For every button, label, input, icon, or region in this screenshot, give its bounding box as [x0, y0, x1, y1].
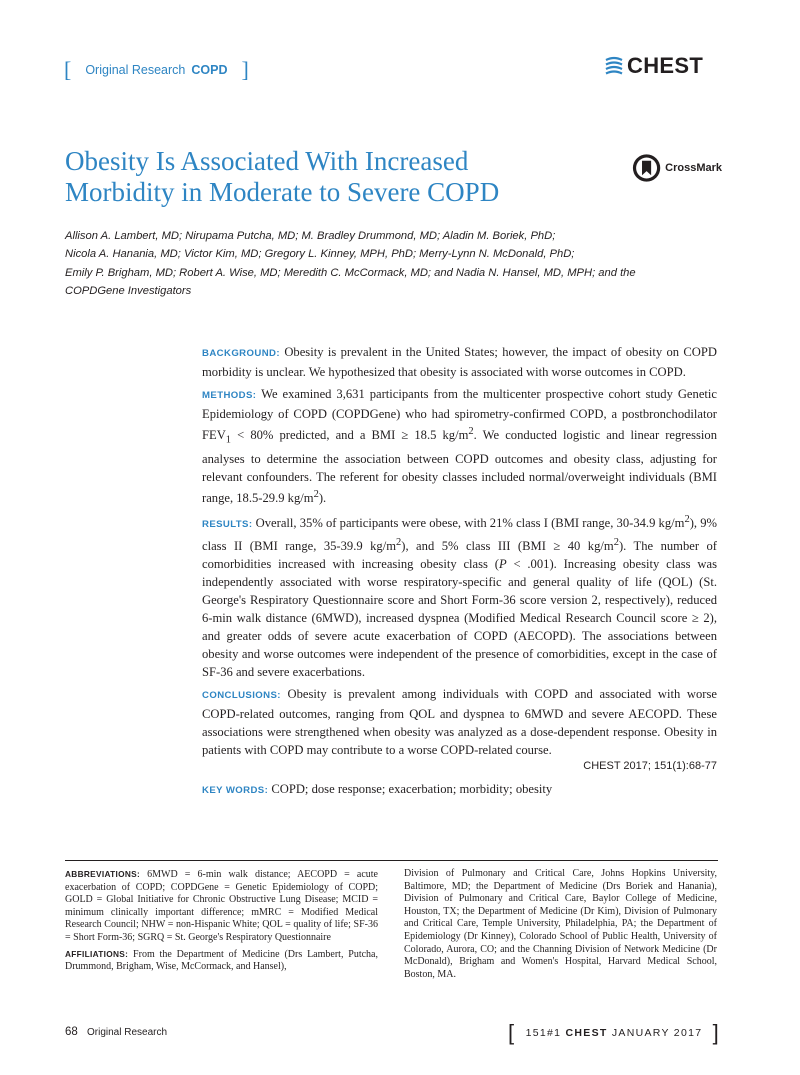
page-footer-left [65, 1026, 167, 1038]
results-superscript: 2 [396, 537, 402, 549]
results-text: ), 9% class II (BMI range, 35-39.9 kg/m [202, 516, 718, 554]
methods-text: < 80% predicted, and a BMI ≥ 18.5 kg/m [231, 428, 469, 443]
header-bracket-left: [ [64, 57, 72, 82]
methods-text: . We conducted logistic and linear regression analyses to determine the association between COPD outcomes and obesity class, adjusting for relevant confounders. The referent for obesity classes included normal/overweight individuals (BMI range, 18.5-29.9 kg/m [202, 428, 717, 505]
keywords-text: COPD; dose response; exacerbation; morbidity; obesity [271, 782, 553, 796]
author-line: COPDGene Investigators [65, 284, 192, 297]
background-text: Obesity is prevalent in the United States; however, the impact of obesity on COPD morbidity is unclear. We hypothesized that obesity is associated with worse outcomes in COPD. [202, 345, 717, 379]
footnote-divider [65, 860, 718, 861]
results-text: Overall, 35% of participants were obese, with 21% class I (BMI range, 30-34.9 kg/m [255, 516, 685, 531]
affiliations-text-right: Division of Pulmonary and Critical Care, Johns Hopkins University, Baltimore, MD; the Department of Medicine (Drs Boriek and Hanania), Division of Pulmonary and Critical Care, Baylor College of Medicine, Houston, TX; the Department of Medicine (Dr Kim), Division of Pulmonary and Critical Care, Temple University, Philadelphia, PA; the Department of Epidemiology (Dr Kinney), Colorado School of Public Health, University of Colorado, Aurora, CO; and the Channing Division of Network Medicine (Dr McDonald), Brigham and Women's Hospital, Harvard Medical School, Boston, MA. [404, 868, 717, 980]
results-text: ). The number of comorbidities increased with increasing obesity class ( [202, 539, 717, 572]
page-number: 68 [65, 1026, 78, 1038]
abbreviations [65, 868, 378, 945]
results-p-value-symbol: P [498, 557, 507, 572]
title-line-2: Morbidity in Moderate to Severe COPD [65, 177, 500, 207]
issue-info [526, 1027, 703, 1039]
chest-logo-icon [604, 56, 624, 76]
methods-superscript: 2 [468, 426, 474, 437]
footer-bracket-left: [ [508, 1020, 516, 1045]
crossmark-badge[interactable] [632, 152, 722, 184]
affiliations [65, 948, 378, 974]
footer-bracket-right: ] [712, 1020, 720, 1045]
header-bracket-right: ] [241, 57, 249, 82]
keywords [202, 780, 717, 800]
results-superscript: 2 [684, 513, 690, 525]
results-label: RESULTS: [202, 519, 253, 531]
author-line: Emily P. Brigham, MD; Robert A. Wise, MD; Meredith C. McCormack, MD; and Nadia N. Hansel, MD, MPH; and the [65, 266, 636, 279]
author-line: Allison A. Lambert, MD; Nirupama Putcha, MD; M. Bradley Drummond, MD; Aladin M. Boriek, PhD; [65, 230, 556, 242]
journal-logo [604, 55, 719, 77]
results-text: < .001). Increasing obesity class was independently associated with worse respiratory-specific and general quality of life (QOL) (St. George's Respiratory Questionnaire score and Short Form-36 score version 2, respectively), reduced 6-min walk distance (6MWD), increased dyspnea (Modified Medical Research Council score ≥ 2), and greater odds of severe acute exacerbation of COPD (AECOPD). The associations between obesity and worse outcomes were independent of the presence of comorbidities, except in the case of SF-36 and severe exacerbations. [202, 557, 717, 680]
methods-subscript: 1 [225, 434, 232, 446]
issue-number: 151#1 [525, 1027, 562, 1039]
affiliations-label: AFFILIATIONS: [65, 948, 129, 959]
article-title [65, 146, 585, 208]
crossmark-label: CrossMark [665, 162, 722, 174]
title-line-1: Obesity Is Associated With Increased [65, 146, 469, 176]
author-line: Nicola A. Hanania, MD; Victor Kim, MD; Gregory L. Kinney, MPH, PhD; Merry-Lynn N. McDonald, PhD; [65, 248, 575, 261]
footer-section: Original Research [87, 1027, 168, 1038]
keywords-label: KEY WORDS: [202, 785, 269, 796]
abstract-conclusions [202, 685, 717, 759]
conclusions-label: CONCLUSIONS: [202, 690, 281, 702]
header-section-topic: COPD [191, 63, 228, 77]
methods-text: We examined 3,631 participants from the multicenter prospective cohort study Genetic Epidemiology of COPD (COPDGene) who had spirometry-confirmed COPD, a postbronchodilator FEV [202, 387, 717, 443]
footnotes-right-column [404, 868, 717, 981]
conclusions-text: Obesity is prevalent among individuals with COPD and associated with worse COPD-related outcomes, ranging from QOL and dyspnea to 6MWD and severe AECOPD. These associations were strengthened when obesity was analyzed as a dose-dependent response. Obesity in patients with COPD may contribute to a worse COPD-related course. [202, 687, 717, 758]
abstract-background [202, 343, 717, 381]
footnotes-left-column [65, 868, 378, 977]
abstract-results [202, 511, 717, 681]
results-superscript: 2 [613, 537, 619, 549]
journal-logo-text: CHEST [627, 53, 704, 78]
header-section-prefix: Original Research [85, 63, 186, 77]
page-footer-right [508, 1022, 720, 1044]
issue-date: JANUARY 2017 [611, 1027, 703, 1039]
methods-text: ). [318, 490, 327, 505]
running-header [64, 58, 249, 82]
abstract-methods [202, 385, 717, 507]
article-citation: CHEST 2017; 151(1):68-77 [583, 760, 717, 773]
crossmark-icon [632, 152, 661, 184]
results-text: ), and 5% class III (BMI ≥ 40 kg/m [401, 539, 614, 554]
abbreviations-label: ABBREVIATIONS: [65, 869, 141, 879]
abstract [202, 343, 717, 775]
background-label: BACKGROUND: [202, 348, 280, 359]
author-list [65, 227, 725, 300]
abbreviations-text: 6MWD = 6-min walk distance; AECOPD = acute exacerbation of COPD; COPDGene = Genetic Epidemiology of COPD; GOLD = Global Initiative for Chronic Obstructive Lung Disease; MCID = minimum clinically important difference; mMRC = Modified Medical Research Council; NHW = non-Hispanic White; QOL = quality of life; SF-36 = Short Form-36; SGRQ = St. George's Respiratory Questionnaire [65, 869, 378, 943]
issue-journal: CHEST [565, 1027, 608, 1039]
affiliations-text-left: From the Department of Medicine (Drs Lambert, Putcha, Drummond, Brigham, Wise, McCormack, and Hansel), [65, 948, 378, 973]
methods-label: METHODS: [202, 390, 257, 401]
methods-superscript: 2 [313, 488, 319, 500]
